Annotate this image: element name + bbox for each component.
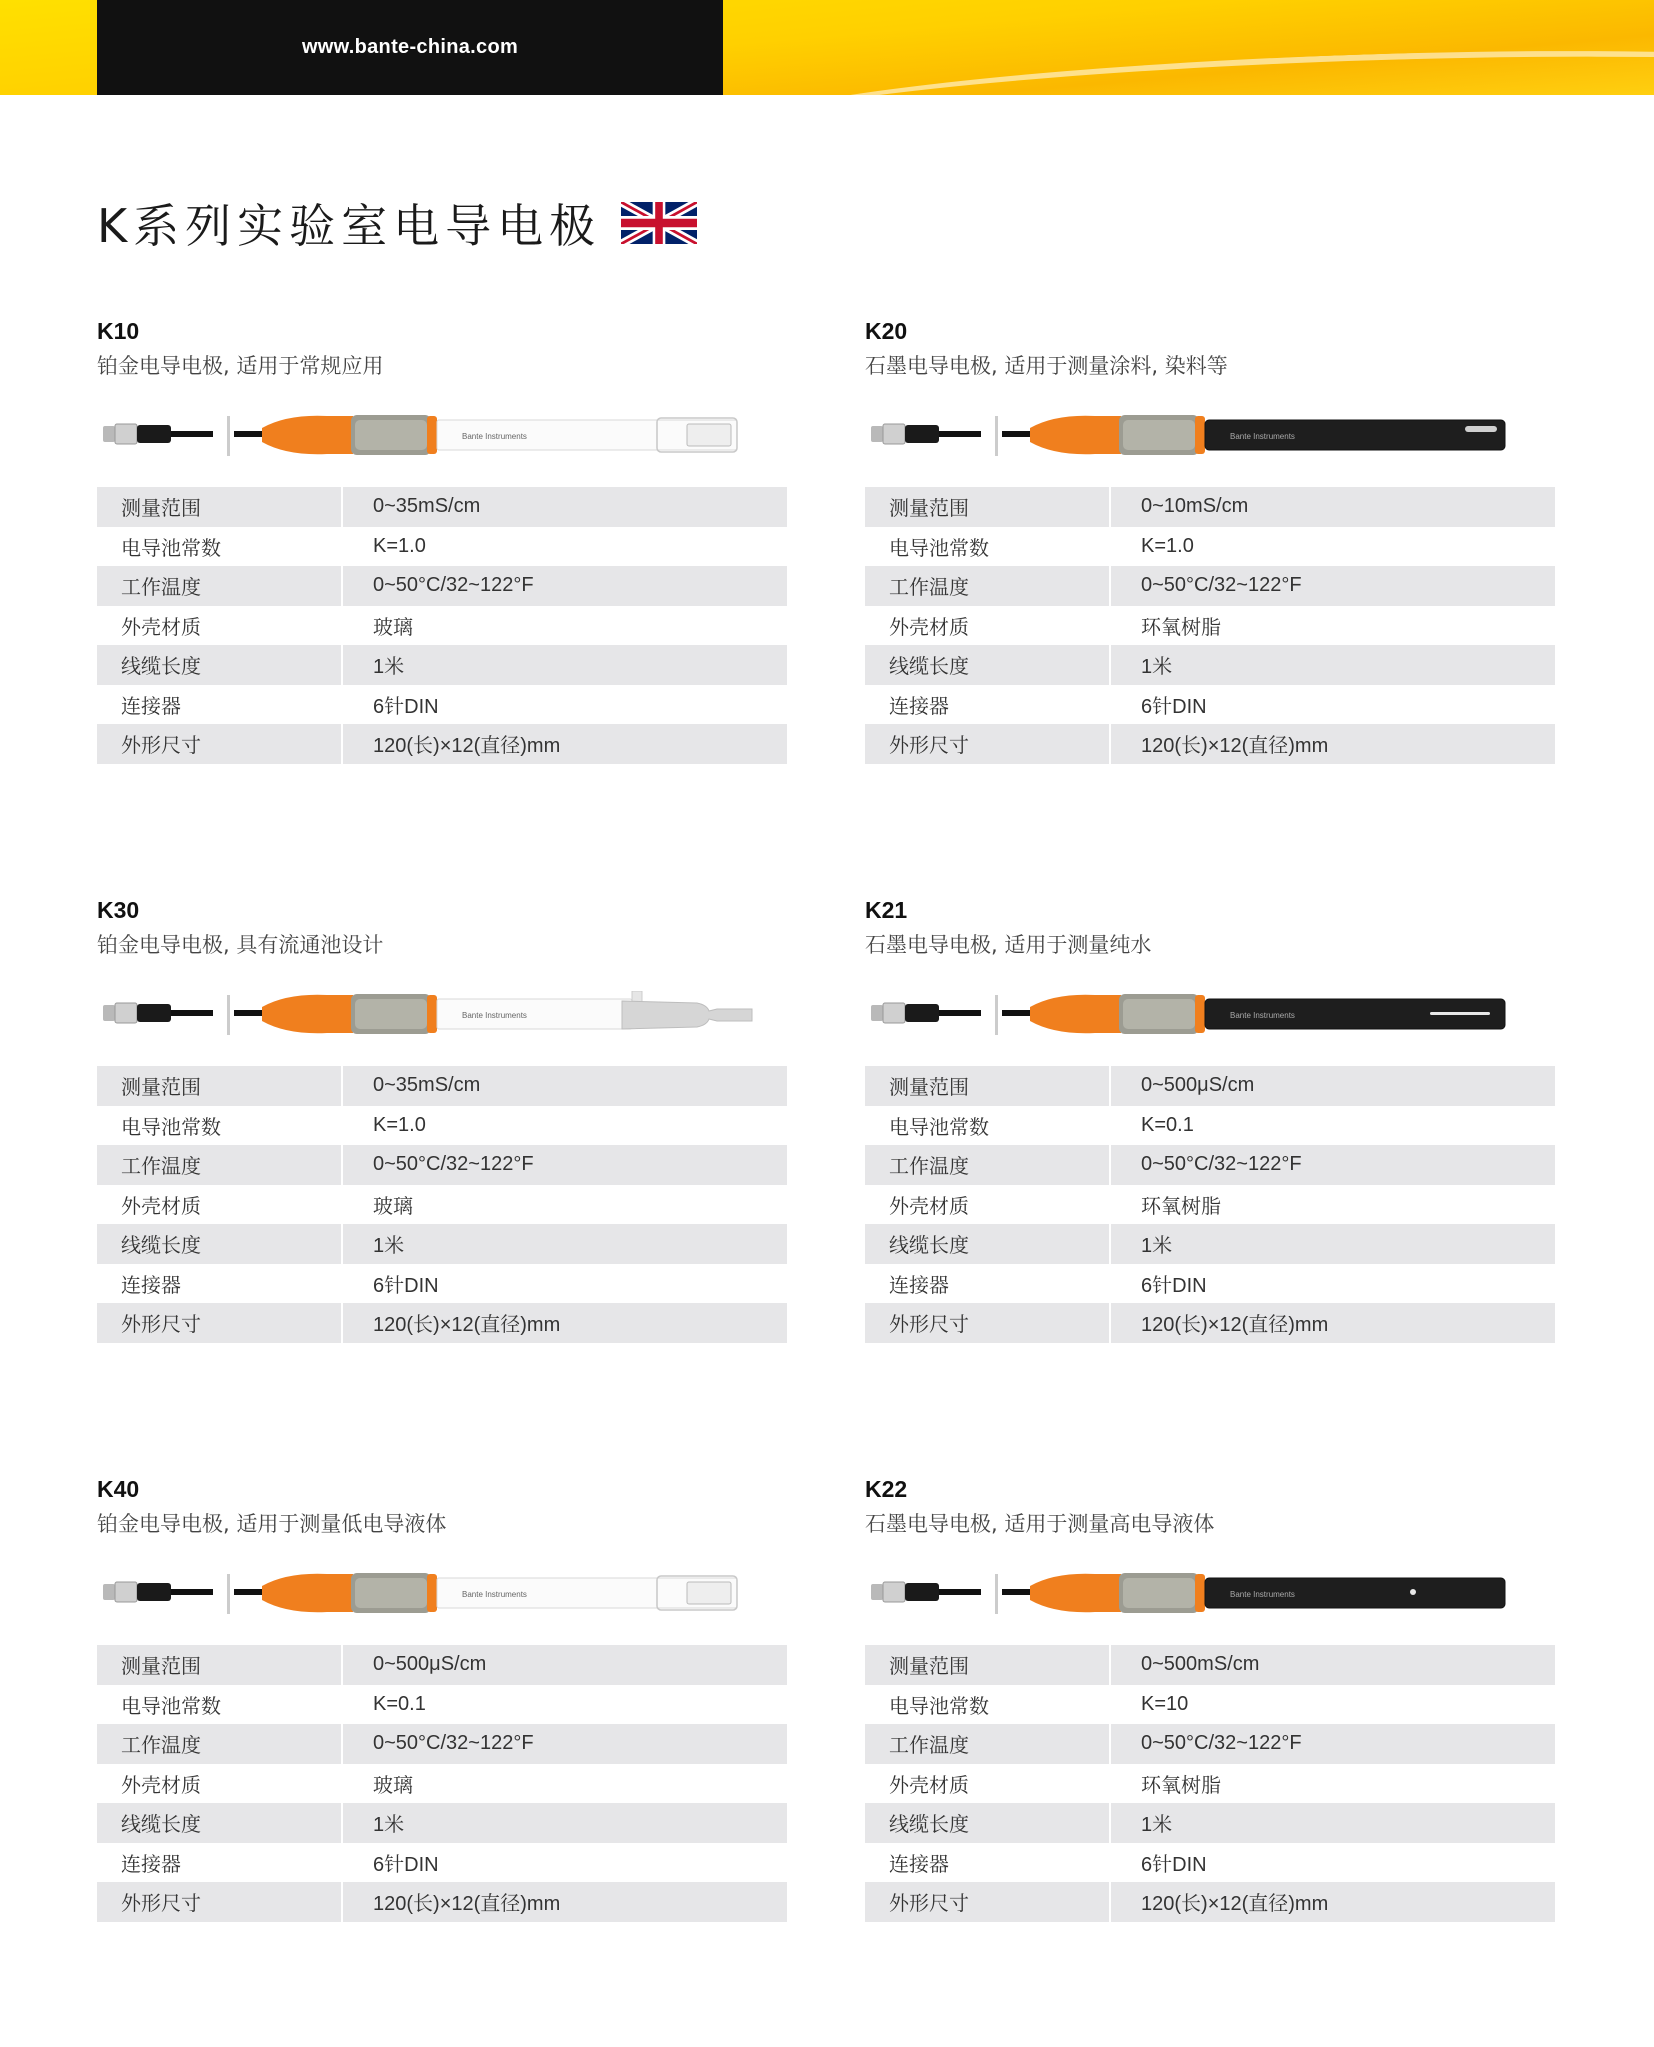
connector-housing [905,1583,939,1601]
spec-label: 工作温度 [865,1724,1110,1764]
site-url[interactable]: www.bante-china.com [301,36,519,58]
probe-image [865,991,1555,1037]
handle-collar [427,1574,437,1612]
probe-image [865,1570,1555,1616]
probe-image [97,1570,787,1616]
product-k21 [865,897,1555,1343]
glass-cell-electrode [687,1582,731,1604]
spec-label: 外形尺寸 [97,1303,342,1343]
cable [171,431,213,437]
spec-row [865,1106,1555,1146]
connector-housing [905,1004,939,1022]
spec-value: 0~500μS/cm [1110,1066,1555,1106]
spec-label: 连接器 [865,685,1110,725]
spec-row [97,685,787,725]
spec-label: 线缆长度 [97,645,342,685]
spec-value: 环氧树脂 [1141,1774,1221,1797]
spec-value: 6针DIN [373,695,439,718]
handle-collar [1195,995,1205,1033]
spec-label: 测量范围 [865,1645,1110,1685]
cable [234,1589,262,1595]
spec-label: 线缆长度 [97,1803,342,1843]
spec-label: 测量范围 [97,487,342,527]
handle-grip-inner [355,999,427,1029]
spec-value: K=0.1 [1141,1113,1194,1136]
spec-row [865,1185,1555,1225]
spec-value: 1米 [1110,1803,1555,1843]
spec-label: 线缆长度 [865,1803,1110,1843]
spec-value: K=1.0 [373,534,426,557]
spec-row [865,1264,1555,1304]
product-description: 铂金电导电极, 适用于常规应用 [97,354,384,378]
spec-label: 外形尺寸 [97,724,342,764]
spec-row [97,1066,787,1106]
header-url-box [97,0,723,95]
spec-label: 测量范围 [97,1645,342,1685]
connector-plug [883,1582,905,1602]
spec-value: 玻璃 [373,1195,413,1218]
cable-break [227,416,230,456]
spec-label: 测量范围 [97,1066,342,1106]
probe-brand-text: Bante Instruments [1230,1590,1295,1599]
connector-pin [871,426,883,442]
spec-table [97,487,787,764]
spec-table [865,1645,1555,1922]
probe-brand-text: Bante Instruments [1230,1011,1295,1020]
spec-label: 电导池常数 [97,1685,342,1725]
spec-label: 电导池常数 [865,1685,1110,1725]
connector-pin [871,1005,883,1021]
handle-collar [427,995,437,1033]
spec-value: 0~50°C/32~122°F [1110,1145,1555,1185]
connector-plug [115,424,137,444]
handle-cap [1030,995,1121,1034]
product-k30 [97,897,787,1343]
spec-row [865,1066,1555,1106]
spec-label: 线缆长度 [97,1224,342,1264]
handle-cap [1030,416,1121,455]
spec-label: 测量范围 [865,487,1110,527]
cable [939,1010,981,1016]
probe-image [865,412,1555,458]
spec-label: 电导池常数 [97,527,342,567]
connector-housing [137,425,171,443]
spec-row [97,724,787,764]
handle-grip-inner [1123,1578,1195,1608]
handle-cap [262,416,353,455]
spec-value: K=0.1 [373,1692,426,1715]
spec-value: 环氧树脂 [1141,616,1221,639]
spec-row [865,1843,1555,1883]
spec-value: K=10 [1141,1692,1189,1715]
connector-plug [115,1003,137,1023]
spec-value: 6针DIN [373,1274,439,1297]
spec-row [865,1303,1555,1343]
probe-brand-text: Bante Instruments [462,432,527,441]
spec-value: 120(长)×12(直径)mm [1110,1882,1555,1922]
spec-label: 外壳材质 [97,606,342,646]
spec-row [97,645,787,685]
product-model: K22 [865,1476,908,1502]
spec-value: 6针DIN [1141,1274,1207,1297]
spec-row [97,1303,787,1343]
spec-label: 连接器 [97,685,342,725]
cable [1002,1010,1030,1016]
spec-value: 0~50°C/32~122°F [342,566,787,606]
spec-value: 0~50°C/32~122°F [1110,1724,1555,1764]
spec-value: 0~50°C/32~122°F [342,1724,787,1764]
probe-window [1430,1012,1490,1015]
spec-value: 1米 [1110,1224,1555,1264]
probe-brand-text: Bante Instruments [1230,432,1295,441]
spec-value: 120(长)×12(直径)mm [342,724,787,764]
spec-label: 外形尺寸 [97,1882,342,1922]
cable [939,1589,981,1595]
product-model: K20 [865,318,908,344]
spec-label: 工作温度 [865,1145,1110,1185]
page-title-row [97,190,697,256]
spec-value: 1米 [1110,645,1555,685]
handle-collar [1195,416,1205,454]
spec-label: 外形尺寸 [865,1882,1110,1922]
spec-label: 连接器 [97,1264,342,1304]
spec-label: 外壳材质 [865,606,1110,646]
product-model: K21 [865,897,908,923]
spec-row [97,1843,787,1883]
connector-pin [103,1584,115,1600]
connector-plug [883,424,905,444]
spec-table [97,1645,787,1922]
spec-value: 1米 [342,1803,787,1843]
connector-housing [905,425,939,443]
handle-cap [262,995,353,1034]
probe-slot [1465,426,1497,432]
spec-label: 测量范围 [865,1066,1110,1106]
spec-value: 0~35mS/cm [342,1066,787,1106]
connector-plug [883,1003,905,1023]
spec-label: 工作温度 [97,566,342,606]
spec-label: 外形尺寸 [865,1303,1110,1343]
product-k40 [97,1476,787,1922]
glass-cell-electrode [687,424,731,446]
spec-value: 6针DIN [1141,1853,1207,1876]
spec-table [865,1066,1555,1343]
handle-grip-inner [1123,420,1195,450]
cable-break [995,995,998,1035]
spec-row [865,645,1555,685]
probe-brand-text: Bante Instruments [462,1011,527,1020]
spec-label: 工作温度 [865,566,1110,606]
spec-label: 电导池常数 [865,1106,1110,1146]
spec-value: 120(长)×12(直径)mm [1110,1303,1555,1343]
spec-value: 玻璃 [373,1774,413,1797]
uk-flag-icon [621,202,697,244]
cable-break [227,1574,230,1614]
handle-collar [427,416,437,454]
spec-table [865,487,1555,764]
spec-table [97,1066,787,1343]
spec-value: 1米 [342,645,787,685]
spec-row [865,606,1555,646]
spec-row [97,1185,787,1225]
spec-label: 外壳材质 [865,1764,1110,1804]
spec-row [865,1645,1555,1685]
probe-image [97,991,787,1037]
cable [234,431,262,437]
handle-cap [1030,1574,1121,1613]
spec-row [865,1764,1555,1804]
spec-row [97,1106,787,1146]
spec-label: 外壳材质 [97,1764,342,1804]
product-model: K10 [97,318,140,344]
cable-break [995,1574,998,1614]
spec-value: 0~500mS/cm [1110,1645,1555,1685]
spec-value: 0~50°C/32~122°F [1110,566,1555,606]
spec-row [97,527,787,567]
spec-value: 6针DIN [1141,695,1207,718]
spec-label: 外壳材质 [865,1185,1110,1225]
spec-value: 0~35mS/cm [342,487,787,527]
spec-row [865,1882,1555,1922]
probe-brand-text: Bante Instruments [462,1590,527,1599]
product-description: 铂金电导电极, 具有流通池设计 [97,933,384,957]
product-description: 石墨电导电极, 适用于测量纯水 [865,933,1152,957]
spec-row [865,527,1555,567]
connector-pin [103,426,115,442]
handle-grip-inner [355,1578,427,1608]
spec-value: 0~500μS/cm [342,1645,787,1685]
spec-value: K=1.0 [1141,534,1194,557]
spec-row [97,1803,787,1843]
cable [1002,431,1030,437]
spec-row [97,1645,787,1685]
spec-value: K=1.0 [373,1113,426,1136]
spec-value: 0~50°C/32~122°F [342,1145,787,1185]
product-k10 [97,318,787,764]
page-title: K系列实验室电导电极 [97,199,602,253]
spec-row [97,1764,787,1804]
probe-image [97,412,787,458]
product-model: K40 [97,1476,140,1502]
spec-label: 电导池常数 [865,527,1110,567]
spec-value: 玻璃 [373,616,413,639]
spec-row [865,1145,1555,1185]
product-description: 石墨电导电极, 适用于测量高电导液体 [865,1512,1215,1536]
spec-label: 连接器 [97,1843,342,1883]
flow-cell [622,1001,752,1029]
spec-row [97,1264,787,1304]
spec-label: 工作温度 [97,1145,342,1185]
spec-value: 1米 [342,1224,787,1264]
product-description: 石墨电导电极, 适用于测量涂料, 染料等 [865,354,1228,378]
cable [234,1010,262,1016]
cable-break [227,995,230,1035]
spec-label: 外形尺寸 [865,724,1110,764]
spec-value: 120(长)×12(直径)mm [342,1303,787,1343]
connector-pin [103,1005,115,1021]
spec-row [97,566,787,606]
spec-label: 连接器 [865,1264,1110,1304]
spec-row [97,1724,787,1764]
spec-row [97,1882,787,1922]
handle-grip-inner [1123,999,1195,1029]
spec-value: 6针DIN [373,1853,439,1876]
spec-row [865,487,1555,527]
spec-row [865,1224,1555,1264]
spec-value: 0~10mS/cm [1110,487,1555,527]
spec-row [865,1685,1555,1725]
product-k20 [865,318,1555,764]
spec-row [97,487,787,527]
probe-dot [1410,1589,1416,1595]
handle-collar [1195,1574,1205,1612]
cable [939,431,981,437]
spec-row [97,606,787,646]
spec-label: 线缆长度 [865,645,1110,685]
cable-break [995,416,998,456]
connector-pin [871,1584,883,1600]
cable [171,1589,213,1595]
connector-plug [115,1582,137,1602]
spec-row [865,566,1555,606]
cable [171,1010,213,1016]
spec-label: 连接器 [865,1843,1110,1883]
handle-cap [262,1574,353,1613]
spec-value: 120(长)×12(直径)mm [342,1882,787,1922]
connector-housing [137,1583,171,1601]
handle-grip-inner [355,420,427,450]
spec-label: 电导池常数 [97,1106,342,1146]
spec-row [97,1685,787,1725]
spec-label: 线缆长度 [865,1224,1110,1264]
product-description: 铂金电导电极, 适用于测量低电导液体 [97,1512,447,1536]
spec-row [97,1224,787,1264]
spec-row [865,685,1555,725]
spec-row [97,1145,787,1185]
spec-label: 外壳材质 [97,1185,342,1225]
product-k22 [865,1476,1555,1922]
spec-label: 工作温度 [97,1724,342,1764]
spec-row [865,1724,1555,1764]
product-model: K30 [97,897,140,923]
connector-housing [137,1004,171,1022]
spec-row [865,724,1555,764]
spec-value: 120(长)×12(直径)mm [1110,724,1555,764]
cable [1002,1589,1030,1595]
spec-value: 环氧树脂 [1141,1195,1221,1218]
spec-row [865,1803,1555,1843]
